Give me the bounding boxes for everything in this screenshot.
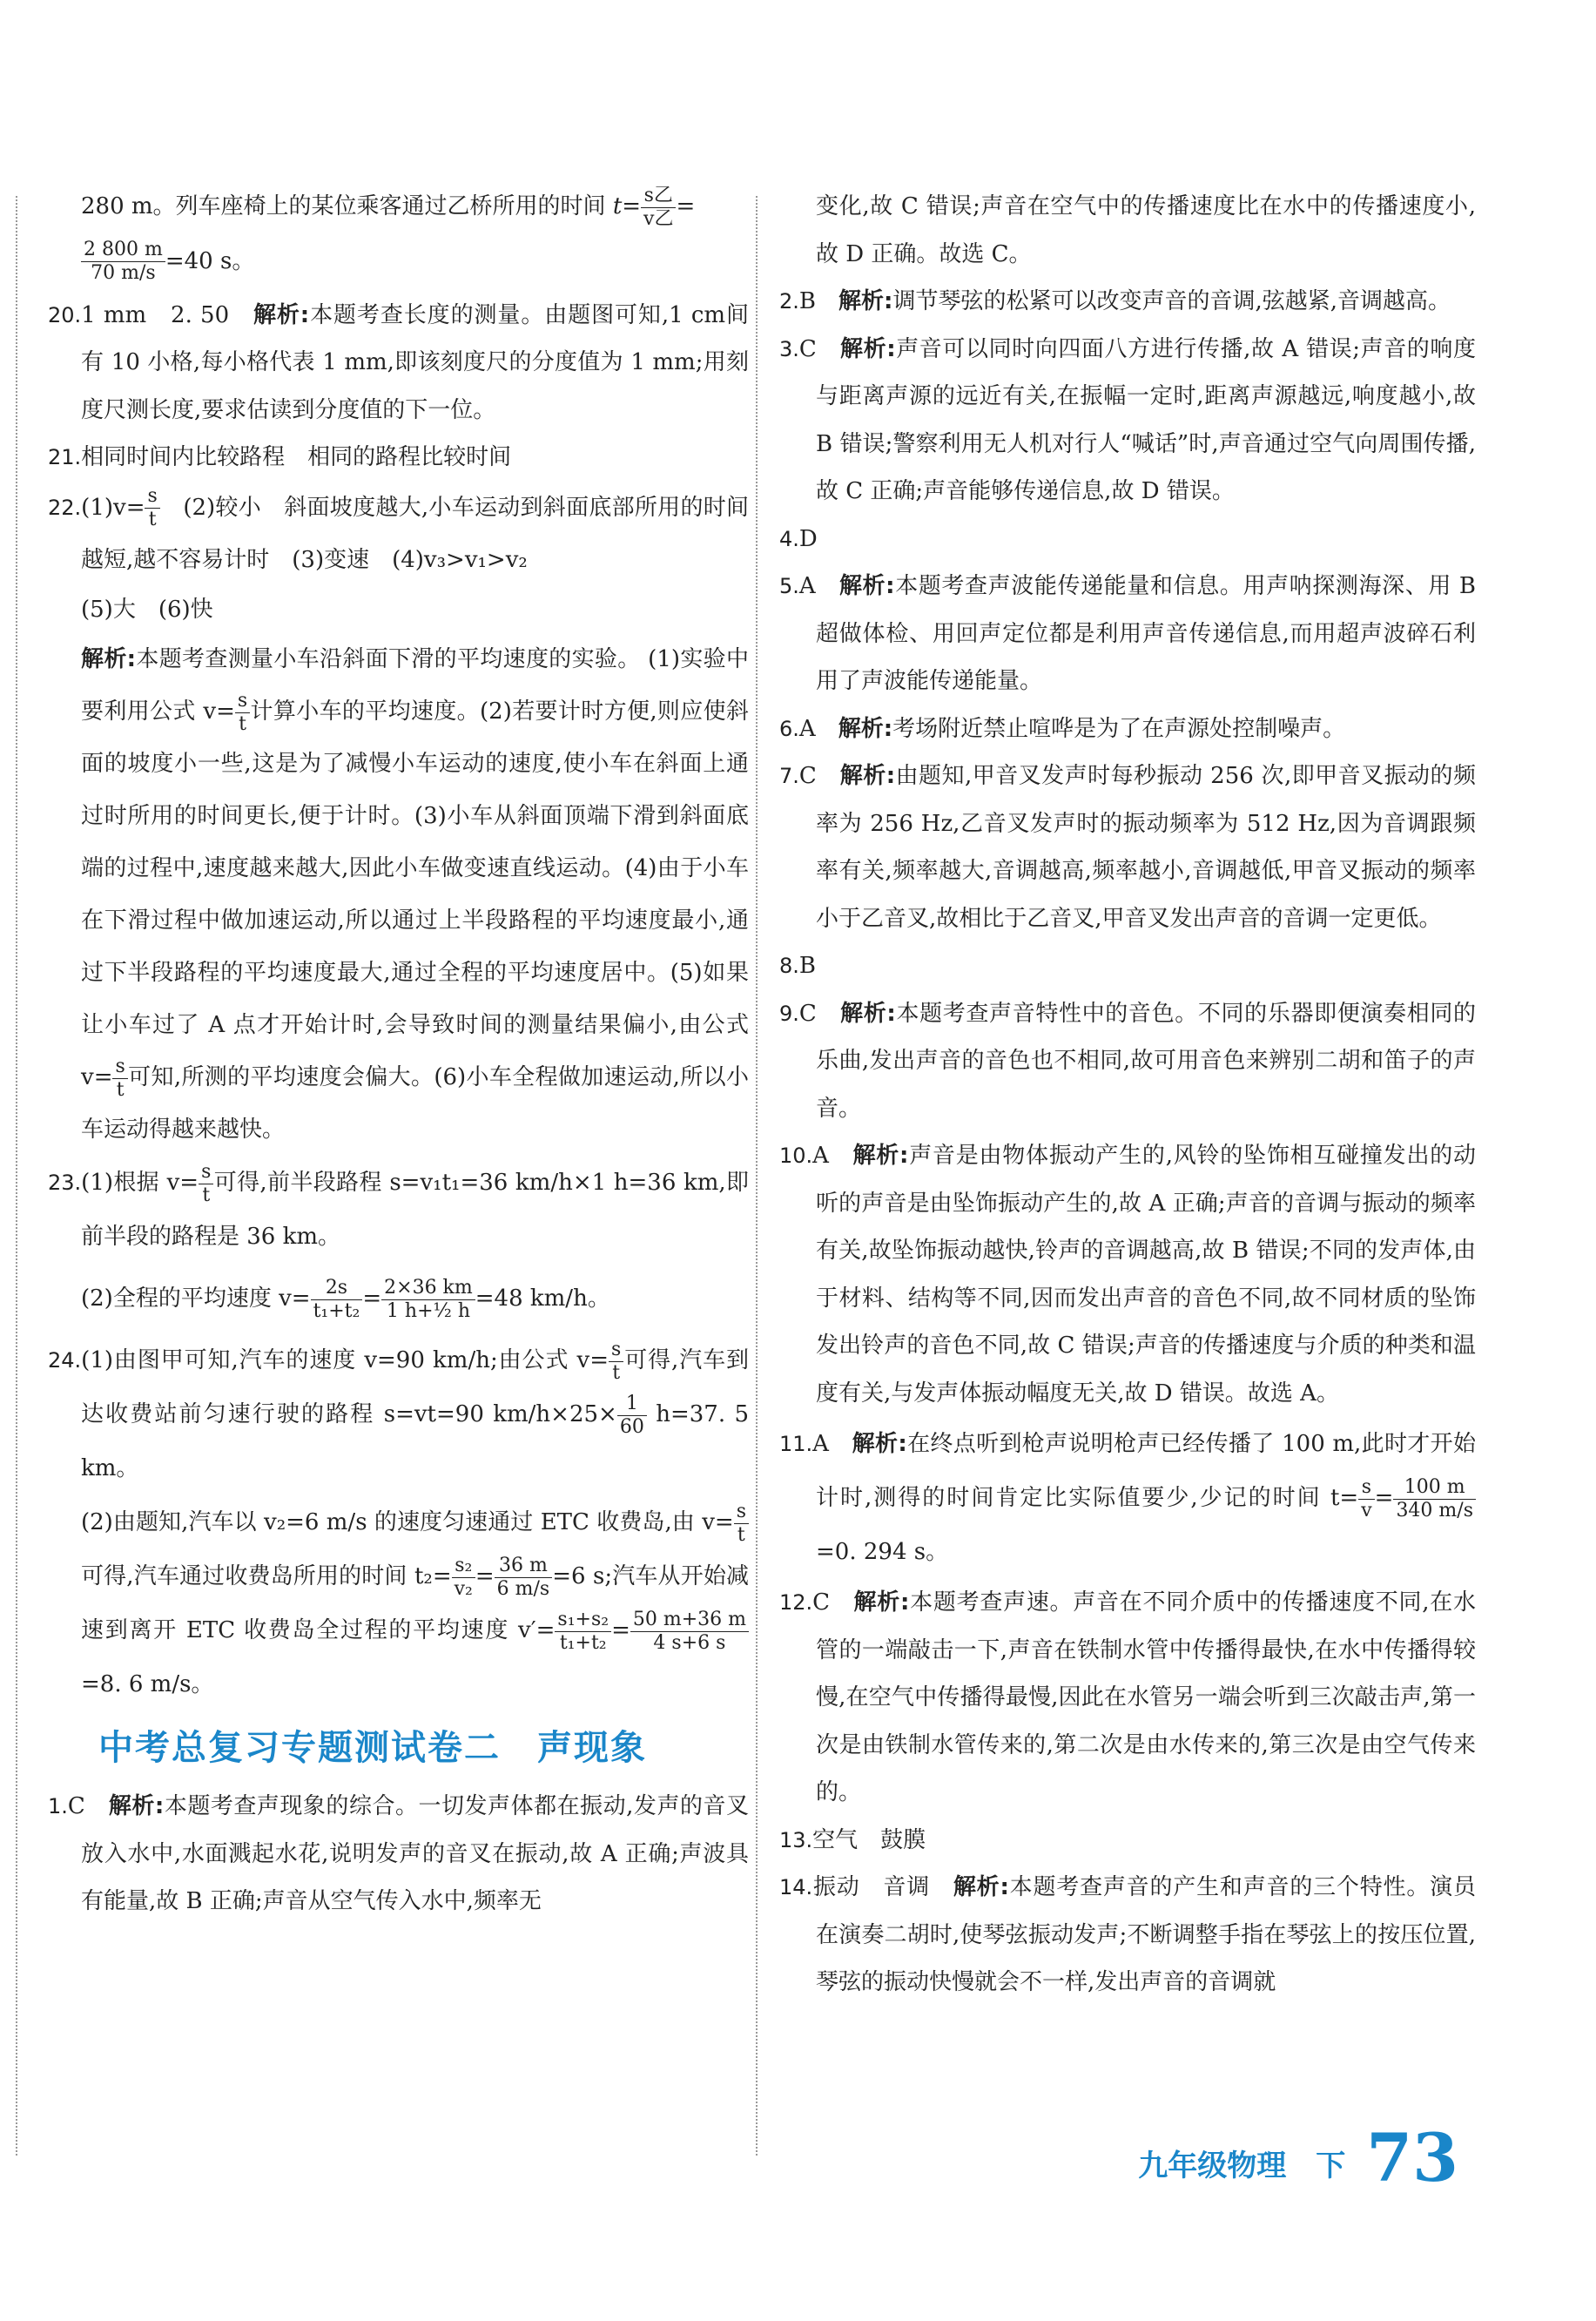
answer-item-s11: 11.A 解析:在终点听到枪声说明枪声已经传播了 100 m,此时才开始计时,测得的时间肯定比实际值要少,少记的时间 t= $\frac{s}{v}$ = $\frac{100 m}{340 m/s}$ =0. 294 s。 (779, 1431, 1476, 1565)
fraction: $\frac{2 800 m}{70 m/s}$ (81, 239, 165, 285)
answer-item-22-explanation: 解析:本题考查测量小车沿斜面下滑的平均速度的实验。 (1)实验中要利用公式 v= $\frac{s}{t}$ 计算小车的平均速度。(2)若要计时方便,则应使斜面的坡度小一些,这是为了减慢小车运动的速度,使小车在斜面上通过时所用的时间更长,便于计时。(3)小车从斜面顶端下滑到斜面底端的过程中,速度越来越大,因此小车做变速直线运动。(4)由于小车在下滑过程中做加速运动,所以通过上半段路程的平均速度最小,通过下半段路程的平均速度最大,通过全程的平均速度居中。(5)如果让小车过了 A 点才开始计时,会导致时间的测量结果偏小,由公式 v= $\frac{s}{t}$ 可知,所测的平均速度会偏大。(6)小车全程做加速运动,所以小车运动得越来越快。 (81, 646, 749, 1143)
fraction: $\frac{1}{60}$ (617, 1393, 647, 1439)
fraction: $\frac{\text{s₂}}{\text{v₂}}$ (452, 1555, 475, 1601)
right-column (779, 183, 1476, 2007)
answer-item-s7: 7.C 解析:由题知,甲音叉发声时每秒振动 256 次,即甲音叉振动的频率为 256 Hz,乙音叉发声时的振动频率为 512 Hz,因为音调跟频率有关,频率越大,音调越高,频率越小,音调越低,甲音叉振动的频率小于乙音叉,故相比于乙音叉,甲音叉发出声音的音调一定更低。 (779, 763, 1476, 932)
answer-item-s13: 13.空气 鼓膜 (779, 1826, 926, 1853)
q19-continuation: 280 m。列车座椅上的某位乘客通过乙桥所用的时间 t= $\frac{\text{s乙}}{\text{v乙}}$ = (81, 184, 696, 230)
fraction: $\frac{s}{t}$ (734, 1501, 749, 1547)
answer-item-s1-continuation: 变化,故 C 错误;声音在空气中的传播速度比在水中的传播速度小,故 D 正确。故选 C。 (816, 193, 1476, 267)
answer-item-s9: 9.C 解析:本题考查声音特性中的音色。不同的乐器即便演奏相同的乐曲,发出声音的音色也不相同,故可用音色来辨别二胡和笛子的声音。 (779, 1000, 1476, 1122)
answer-item-s5: 5.A 解析:本题考查声波能传递能量和信息。用声呐探测海深、用 B 超做体检、用回声定位都是利用声音传递信息,而用超声波碎石利用了声波能传递能量。 (779, 573, 1476, 694)
answer-item-s6: 6.A 解析:考场附近禁止喧哗是为了在声源处控制噪声。 (779, 715, 1346, 742)
fraction: $\frac{s}{t}$ (199, 1161, 213, 1207)
fraction: $\frac{2s}{\text{t₁+t₂}}$ (311, 1277, 363, 1323)
fraction: $\frac{s}{t}$ (609, 1339, 623, 1385)
fraction: $\frac{s}{t}$ (235, 690, 250, 736)
answer-item-23: 23.(1)根据 v= $\frac{s}{t}$ 可得,前半段路程 s=v₁t₁=36 km/h×1 h=36 km,即前半段的路程是 36 km。 (48, 1160, 749, 1250)
answer-item-20: 20.1 mm 2. 50 解析:本题考查长度的测量。由题图可知,1 cm间有 10 小格,每小格代表 1 mm,即该刻度尺的分度值为 1 mm;用刻度尺测长度,要求估读到分度值的下一位。 (48, 301, 749, 423)
answer-item-21: 21.相同时间内比较路程 相同的路程比较时间 (48, 444, 512, 470)
answer-item-s10: 10.A 解析:声音是由物体振动产生的,风铃的坠饰相互碰撞发出的动听的声音是由坠饰振动产生的,故 A 正确;声音的音调与振动的频率有关,故坠饰振动越快,铃声的音调越高,故 B 错误;不同的发声体,由于材料、结构等不同,因而发出声音的音色不同,故不同材质的坠饰发出铃声的音色不同,故 C 错误;声音的传播速度与介质的种类和温度有关,与发声体振动幅度无关,故 D 错误。故选 A。 (779, 1143, 1476, 1407)
answer-item-24: 24.(1)由图甲可知,汽车的速度 v=90 km/h;由公式 v= $\frac{s}{t}$ 可得,汽车到达收费站前匀速行驶的路程 s=vt=90 km/h×25× $\frac{1}{60}$ h=37. 5 km。 (48, 1338, 750, 1481)
page-footer (1138, 2119, 1458, 2196)
column-divider (756, 196, 758, 2156)
fraction: $\frac{s}{t}$ (112, 1056, 127, 1102)
q19-continuation-2: $\frac{2 800 m}{70 m/s}$ =40 s。 (48, 231, 749, 292)
fraction: $\frac{100 m}{340 m/s}$ (1393, 1476, 1476, 1522)
answer-item-s14: 14.振动 音调 解析:本题考查声音的产生和声音的三个特性。演员在演奏二胡时,使琴弦振动发声;不断调整手指在琴弦上的按压位置,琴弦的振动快慢就会不一样,发出声音的音调就 (779, 1874, 1476, 1995)
section-title: 中考总复习专题测试卷二 声现象 (98, 1728, 647, 1768)
fraction: $\frac{\text{s₁+s₂}}{\text{t₁+t₂}}$ (555, 1609, 611, 1655)
fraction: $\frac{50 m+36 m}{4 s+6 s}$ (630, 1609, 749, 1655)
answer-item-s4: 4.D (779, 525, 818, 552)
answer-item-24-part2: (2)由题知,汽车以 v₂=6 m/s 的速度匀速通过 ETC 收费岛,由 v= $\frac{s}{t}$ 可得,汽车通过收费岛所用的时间 t₂= $\frac{\text{s₂}}{\text{v₂}}$ = $\frac{36 m}{6 m/s}$ =6 s;汽车从开始减速到离开 ETC 收费岛全过程的平均速度 v′= $\frac{\text{s₁+s₂}}{\text{t₁+t₂}}$ = $\frac{50 m+36 m}{4 s+6 s}$ =8. 6 m/s。 (81, 1500, 749, 1697)
answer-item-23-part2: (2)全程的平均速度 v= $\frac{2s}{\text{t₁+t₂}}$ = $\frac{2\times 36 km}{\text{1 h+½ h}}$ =48 km/h。 (81, 1276, 610, 1322)
fraction: $\frac{36 m}{6 m/s}$ (495, 1555, 553, 1601)
left-margin-divider (16, 196, 17, 2156)
answer-item-s8: 8.B (779, 953, 817, 979)
grade-subject-label: 九年级物理 下 (1138, 2149, 1346, 2183)
page-number: 73 (1366, 2119, 1458, 2196)
answer-item-s12: 12.C 解析:本题考查声速。声音在不同介质中的传播速度不同,在水管的一端敲击一下,声音在铁制水管中传播得最快,在水中传播得较慢,在空气中传播得最慢,因此在水管另一端会听到三次敲击声,第一次是由铁制水管传来的,第二次是由水传来的,第三次是由空气传来的。 (779, 1589, 1476, 1805)
fraction: $\frac{2\times 36 km}{\text{1 h+½ h}}$ (381, 1277, 475, 1323)
answer-item-22: 22.(1)v= $\frac{s}{t}$ (2)较小 斜面坡度越大,小车运动到斜面底部所用的时间越短,越不容易计时 (3)变速 (4)v₃>v₁>v₂ (48, 485, 749, 573)
answer-item-22-part2: (5)大 (6)快 (81, 596, 213, 623)
answer-item-s3: 3.C 解析:声音可以同时向四面八方进行传播,故 A 错误;声音的响度与距离声源的远近有关,在振幅一定时,距离声源越远,响度越小,故 B 错误;警察利用无人机对行人“喊话”时,声音通过空气向周围传播,故 C 正确;声音能够传递信息,故 D 错误。 (779, 335, 1476, 504)
answer-item-s2: 2.B 解析:调节琴弦的松紧可以改变声音的音调,弦越紧,音调越高。 (779, 288, 1451, 314)
fraction: $\frac{\text{s乙}}{\text{v乙}}$ (641, 185, 676, 231)
left-column (48, 183, 749, 1926)
fraction: $\frac{s}{v}$ (1358, 1476, 1374, 1522)
answer-item-s1: 1.C 解析:本题考查声现象的综合。一切发声体都在振动,发声的音叉放入水中,水面溅起水花,说明发声的音叉在振动,故 A 正确;声波具有能量,故 B 正确;声音从空气传入水中,频率无 (48, 1793, 749, 1914)
fraction: $\frac{s}{t}$ (145, 485, 159, 531)
